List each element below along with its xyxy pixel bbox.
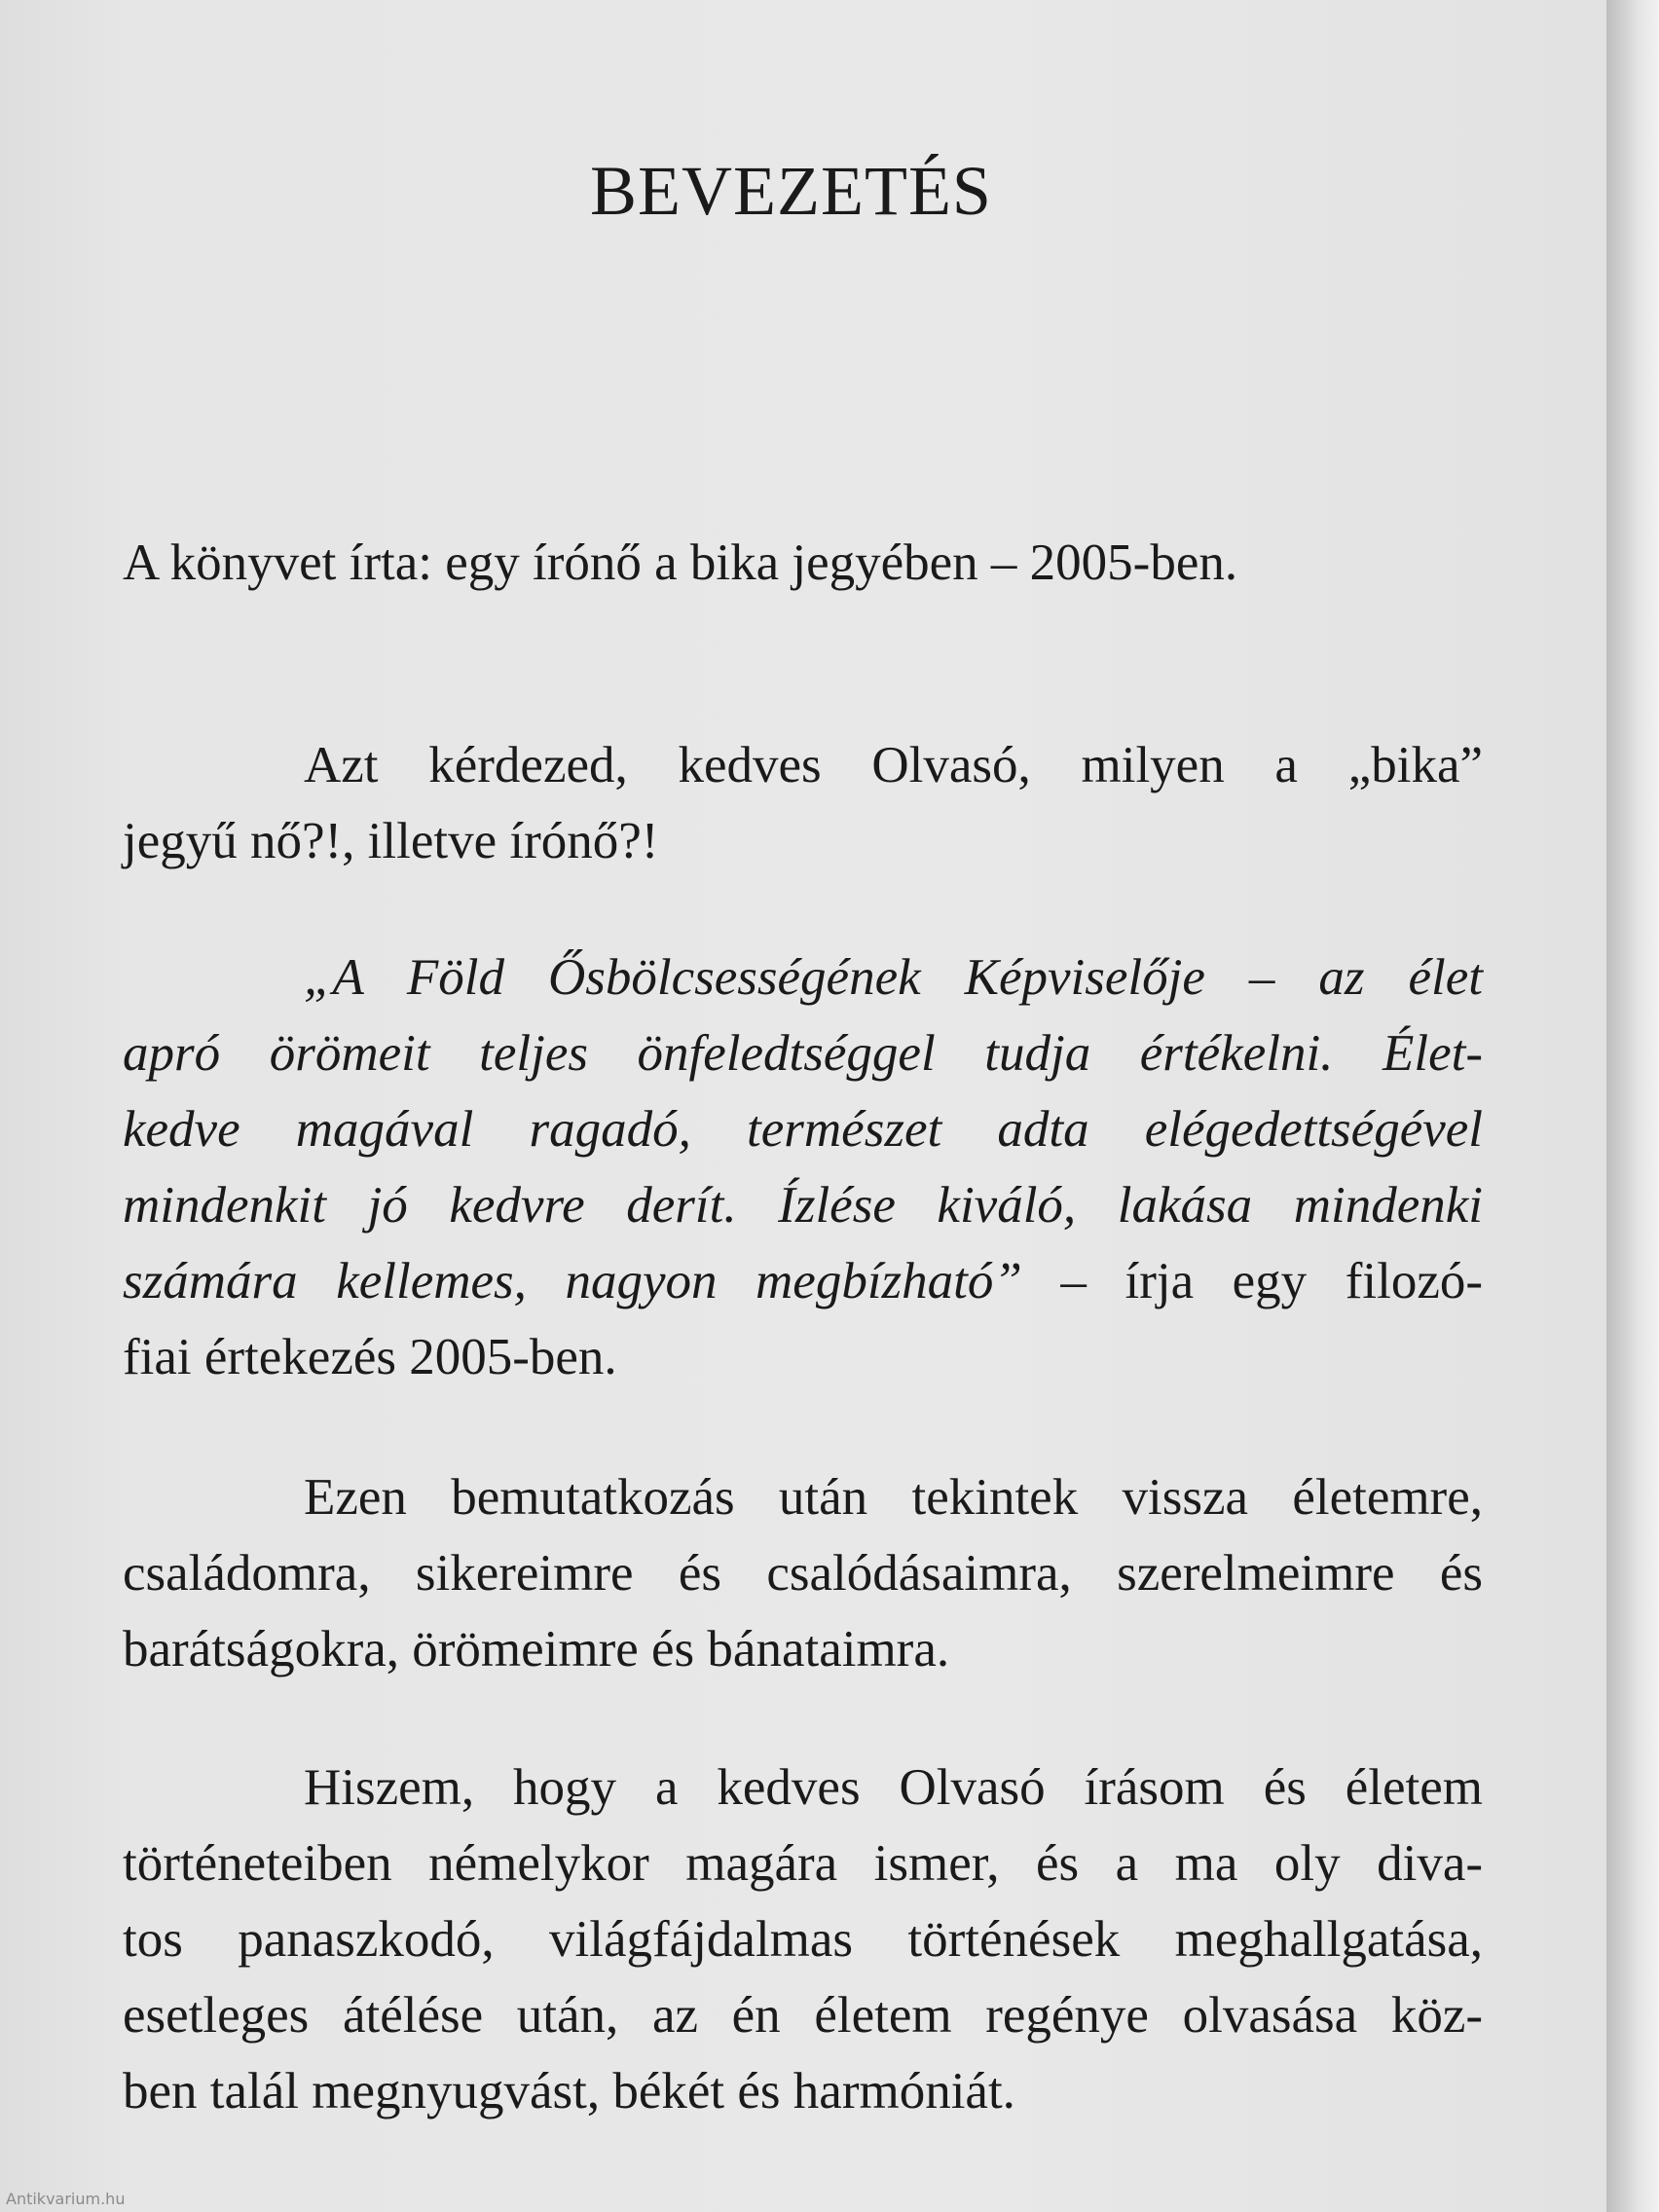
quote-line-4: mindenkit jó kedvre derít. Ízlése kiváló, lakása mindenki xyxy=(123,1177,1483,1234)
watermark-text: Antikvarium.hu xyxy=(6,2190,126,2208)
quote-line-2: apró örömeit teljes önfeledtséggel tudja értékelni. Élet- xyxy=(123,1025,1483,1082)
paragraph-4-line-1: Ezen bemutatkozás után tekintek vissza életemre, xyxy=(304,1469,1483,1526)
paragraph-5-line-5: ben talál megnyugvást, békét és harmóniát. xyxy=(123,2063,1015,2120)
paragraph-5-line-3: tos panaszkodó, világfájdalmas történések meghallgatása, xyxy=(123,1911,1483,1968)
page-edge-shadow xyxy=(1606,0,1659,2212)
paragraph-4-line-2: családomra, sikereimre és csalódásaimra, szerelmeimre és xyxy=(123,1545,1483,1602)
paragraph-4-line-3: barátságokra, örömeimre és bánataimra. xyxy=(123,1621,950,1677)
paragraph-2-line-1: Azt kérdezed, kedves Olvasó, milyen a „bika” xyxy=(304,737,1483,793)
quote-line-5-roman: – írja egy filozó- xyxy=(1021,1253,1483,1309)
paragraph-1-line-1: A könyvet írta: egy írónő a bika jegyében – 2005-ben. xyxy=(123,535,1238,591)
paragraph-5-line-2: történeteiben némelykor magára ismer, és a ma oly diva- xyxy=(123,1835,1483,1892)
paragraph-5-line-4: esetleges átélése után, az én életem regénye olvasása köz- xyxy=(123,1987,1483,2044)
quote-line-5 xyxy=(123,1253,1483,1309)
chapter-heading: BEVEZETÉS xyxy=(590,152,992,230)
quote-line-3: kedve magával ragadó, természet adta elégedettségével xyxy=(123,1101,1483,1158)
paragraph-5-line-1: Hiszem, hogy a kedves Olvasó írásom és életem xyxy=(304,1759,1483,1816)
paragraph-2-line-2: jegyű nő?!, illetve írónő?! xyxy=(123,813,659,869)
quote-line-5-italic: számára kellemes, nagyon megbízható” xyxy=(123,1253,1022,1309)
quote-line-1: „A Föld Ősbölcsességének Képviselője – az élet xyxy=(304,949,1483,1006)
quote-line-6: fiai értekezés 2005-ben. xyxy=(123,1329,617,1385)
